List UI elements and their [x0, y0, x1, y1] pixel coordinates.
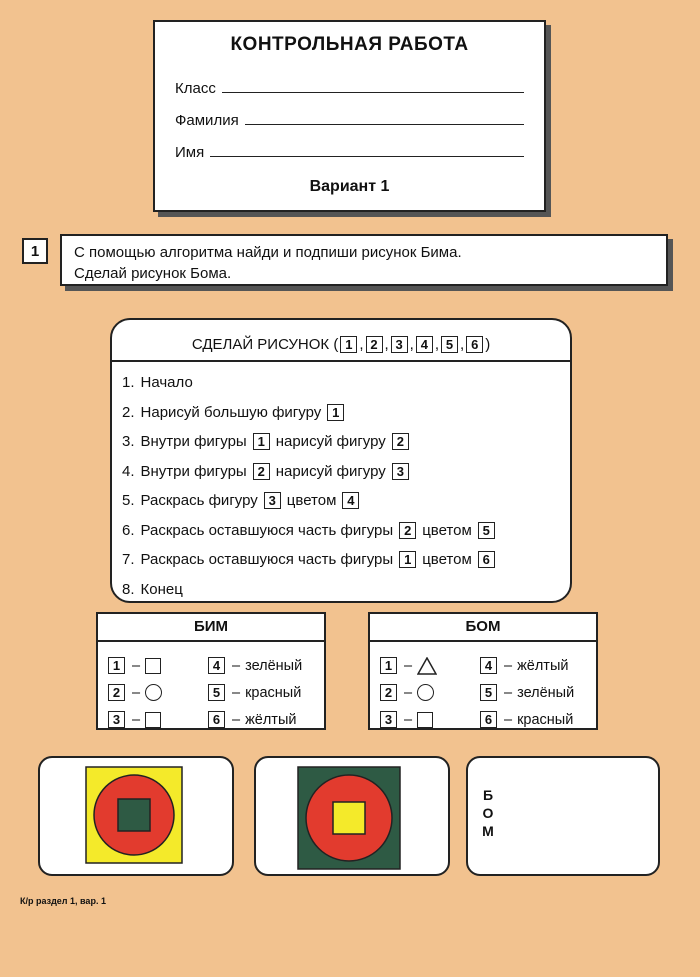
- step-3: [122, 427, 497, 457]
- step-7: [122, 545, 497, 575]
- task-number: 1: [22, 238, 48, 264]
- variant-label: Вариант 1: [309, 178, 390, 195]
- bim-box-1: 1: [108, 657, 125, 674]
- bim-legend: [96, 612, 326, 730]
- step-num: 6.: [122, 521, 135, 539]
- picture-1-card[interactable]: [38, 756, 234, 876]
- step-text: Нарисуй большую фигуру: [140, 403, 322, 421]
- bom-title: БОМ: [370, 614, 596, 642]
- bom-letter-b: Б: [482, 787, 494, 803]
- step-text: нарисуй фигуру: [275, 462, 386, 480]
- step-box: 2: [399, 522, 416, 539]
- triangle-shape-icon: [417, 657, 437, 675]
- algorithm-steps: [122, 368, 497, 604]
- heading-box-2: 2: [366, 336, 383, 353]
- step-text: нарисуй фигуру: [275, 433, 386, 451]
- step-text: Раскрась оставшуюся часть фигуры: [140, 551, 394, 569]
- name-field[interactable]: [175, 144, 524, 161]
- bim-row-2: 2 – 5 – красный: [106, 679, 316, 706]
- bom-box-3: 3: [380, 711, 397, 728]
- picture-3-card[interactable]: [466, 756, 660, 876]
- bom-color-6: красный: [517, 711, 574, 728]
- step-text: Внутри фигуры: [140, 462, 247, 480]
- bom-row-2: 2 – 5 – зелёный: [378, 679, 588, 706]
- circle-shape-icon: [417, 684, 434, 701]
- bim-row-3: 3 – 6 – жёлтый: [106, 706, 316, 733]
- bim-color-4: зелёный: [245, 657, 303, 674]
- step-text: Конец: [140, 580, 183, 598]
- step-box: 1: [253, 433, 270, 450]
- circle-shape-icon: [145, 684, 162, 701]
- step-box: 2: [253, 463, 270, 480]
- heading-box-5: 5: [441, 336, 458, 353]
- algorithm-heading-close: ): [485, 335, 491, 353]
- square-shape-icon: [145, 712, 161, 728]
- algorithm-card: [110, 318, 572, 603]
- class-line[interactable]: [222, 92, 524, 93]
- step-text: Внутри фигуры: [140, 433, 247, 451]
- step-num: 3.: [122, 433, 135, 451]
- algorithm-heading: СДЕЛАЙ РИСУНОК ( 1 , 2 , 3 , 4 , 5 , 6 ): [112, 328, 570, 362]
- step-6: [122, 516, 497, 546]
- bom-vertical-label: [482, 786, 494, 840]
- picture-2-drawing: [256, 758, 448, 874]
- step-text: цветом: [422, 521, 472, 539]
- step-box: 3: [392, 463, 409, 480]
- bom-box-1: 1: [380, 657, 397, 674]
- bim-grid: [106, 652, 316, 733]
- step-text: Начало: [140, 374, 193, 392]
- step-num: 5.: [122, 492, 135, 510]
- step-box: 5: [478, 522, 495, 539]
- heading-box-4: 4: [416, 336, 433, 353]
- step-text: Раскрась оставшуюся часть фигуры: [140, 521, 394, 539]
- bim-box-3: 3: [108, 711, 125, 728]
- heading-box-1: 1: [340, 336, 357, 353]
- step-num: 1.: [122, 374, 135, 392]
- step-8: [122, 575, 497, 605]
- task-instruction: [60, 234, 668, 286]
- bom-letter-m: М: [482, 823, 494, 839]
- heading-box-6: 6: [466, 336, 483, 353]
- task-line-1: С помощью алгоритма найди и подпиши рисунок Бима.: [74, 244, 462, 261]
- yellow-square-shape: [333, 802, 365, 834]
- name-line[interactable]: [210, 156, 524, 157]
- step-box: 1: [327, 404, 344, 421]
- step-box: 1: [399, 551, 416, 568]
- page-title: КОНТРОЛЬНАЯ РАБОТА: [230, 34, 469, 55]
- class-label: Класс: [175, 80, 216, 97]
- picture-2-card[interactable]: [254, 756, 450, 876]
- bim-color-6: жёлтый: [245, 711, 297, 728]
- bom-box-6: 6: [480, 711, 497, 728]
- bim-box-6: 6: [208, 711, 225, 728]
- step-box: 4: [342, 492, 359, 509]
- name-label: Имя: [175, 144, 205, 161]
- step-4: [122, 457, 497, 487]
- step-num: 4.: [122, 462, 135, 480]
- bim-box-2: 2: [108, 684, 125, 701]
- header-card: [153, 20, 546, 212]
- step-text: Раскрась фигуру: [140, 492, 258, 510]
- square-shape-icon: [417, 712, 433, 728]
- bim-box-4: 4: [208, 657, 225, 674]
- step-text: цветом: [422, 551, 472, 569]
- bom-color-4: жёлтый: [517, 657, 569, 674]
- bim-row-1: 1 – 4 – зелёный: [106, 652, 316, 679]
- bom-row-3: 3 – 6 – красный: [378, 706, 588, 733]
- bim-title: БИМ: [98, 614, 324, 642]
- class-field[interactable]: [175, 80, 524, 97]
- green-square-shape: [118, 799, 150, 831]
- algorithm-heading-text: СДЕЛАЙ РИСУНОК (: [191, 335, 339, 353]
- step-text: цветом: [286, 492, 337, 510]
- step-5: [122, 486, 497, 516]
- surname-line[interactable]: [245, 124, 524, 125]
- step-num: 2.: [122, 403, 135, 421]
- surname-label: Фамилия: [175, 112, 239, 129]
- bom-box-5: 5: [480, 684, 497, 701]
- bom-letter-o: О: [482, 805, 494, 821]
- bom-box-2: 2: [380, 684, 397, 701]
- step-box: 2: [392, 433, 409, 450]
- step-box: 3: [264, 492, 281, 509]
- square-shape-icon: [145, 658, 161, 674]
- heading-box-3: 3: [391, 336, 408, 353]
- step-2: [122, 398, 497, 428]
- surname-field[interactable]: [175, 112, 524, 129]
- bim-box-5: 5: [208, 684, 225, 701]
- step-box: 6: [478, 551, 495, 568]
- bom-grid: [378, 652, 588, 733]
- step-num: 8.: [122, 580, 135, 598]
- step-num: 7.: [122, 551, 135, 569]
- bom-box-4: 4: [480, 657, 497, 674]
- bom-row-1: 1 – 4 – жёлтый: [378, 652, 588, 679]
- bom-legend: [368, 612, 598, 730]
- footer-caption: К/р раздел 1, вар. 1: [20, 896, 106, 906]
- step-1: [122, 368, 497, 398]
- bom-color-5: зелёный: [517, 684, 575, 701]
- task-line-2: Сделай рисунок Бома.: [74, 265, 232, 282]
- bim-color-5: красный: [245, 684, 302, 701]
- picture-1-drawing: [40, 758, 232, 874]
